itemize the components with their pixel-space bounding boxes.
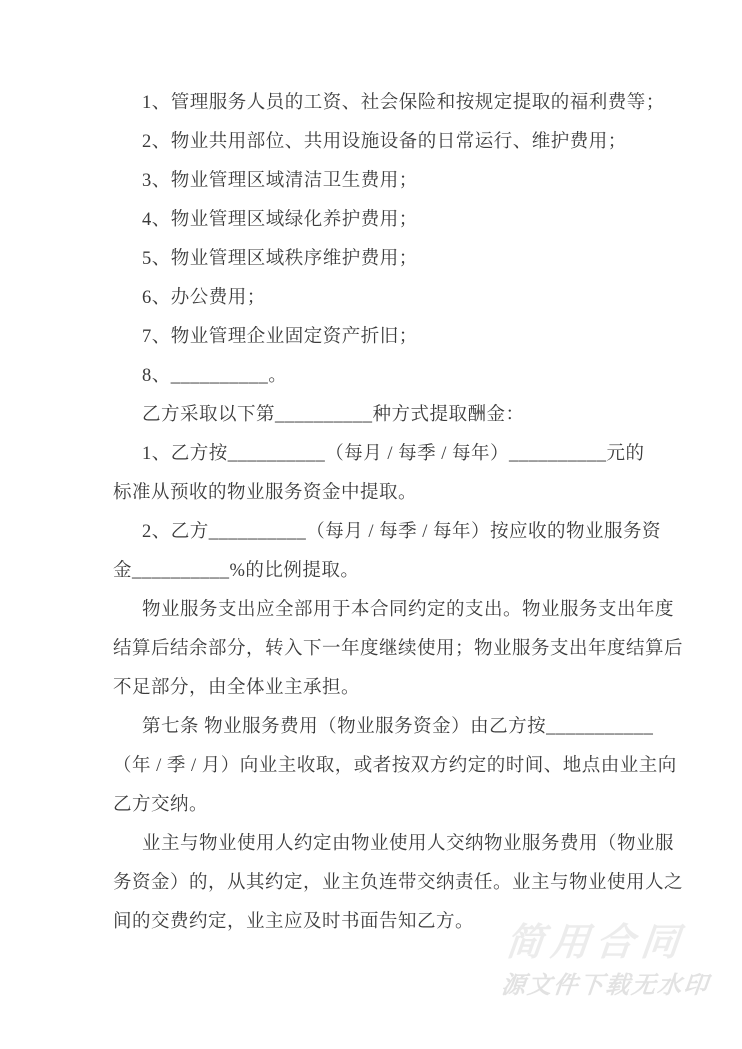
text-line: 标准从预收的物业服务资金中提取。: [113, 483, 418, 503]
watermark-title: 简用合同: [503, 921, 689, 964]
text-line: 1、管理服务人员的工资、社会保险和按规定提取的福利费等；: [142, 93, 665, 113]
text-line: 结算后结余部分，转入下一年度继续使用；物业服务支出年度结算后: [113, 639, 684, 659]
text-line: 金__________%的比例提取。: [113, 561, 360, 581]
text-line: 6、办公费用；: [142, 288, 266, 308]
text-line: 乙方交纳。: [113, 795, 209, 815]
text-line: 2、乙方__________（每月 / 每季 / 每年）按应收的物业服务资: [142, 522, 662, 542]
text-line: 乙方采取以下第__________种方式提取酬金：: [142, 405, 525, 425]
text-line: 务资金）的，从其约定，业主负连带交纳责任。业主与物业使用人之: [113, 873, 684, 893]
text-line: 8、__________。: [142, 366, 288, 386]
watermark-subtitle: 源文件下载无水印: [500, 971, 711, 999]
text-line: 间的交费约定，业主应及时书面告知乙方。: [113, 912, 475, 932]
text-line: （年 / 季 / 月）向业主收取，或者按双方约定的时间、地点由业主向: [113, 756, 677, 776]
text-line: 第七条 物业服务费用（物业服务资金）由乙方按___________: [142, 717, 654, 737]
text-line: 物业服务支出应全部用于本合同约定的支出。物业服务支出年度: [142, 600, 675, 620]
text-line: 不足部分，由全体业主承担。: [113, 678, 361, 698]
contract-text-body: [0, 84, 742, 942]
text-line: 业主与物业使用人约定由物业使用人交纳物业服务费用（物业服: [142, 834, 675, 854]
text-line: 3、物业管理区域清洁卫生费用；: [142, 171, 418, 191]
text-line: 5、物业管理区域秩序维护费用；: [142, 249, 418, 269]
text-line: 4、物业管理区域绿化养护费用；: [142, 210, 418, 230]
text-line: 2、物业共用部位、共用设施设备的日常运行、维护费用；: [142, 132, 627, 152]
text-line: 7、物业管理企业固定资产折旧；: [142, 327, 418, 347]
text-line: 1、乙方按__________（每月 / 每季 / 每年）__________元的: [142, 444, 645, 464]
